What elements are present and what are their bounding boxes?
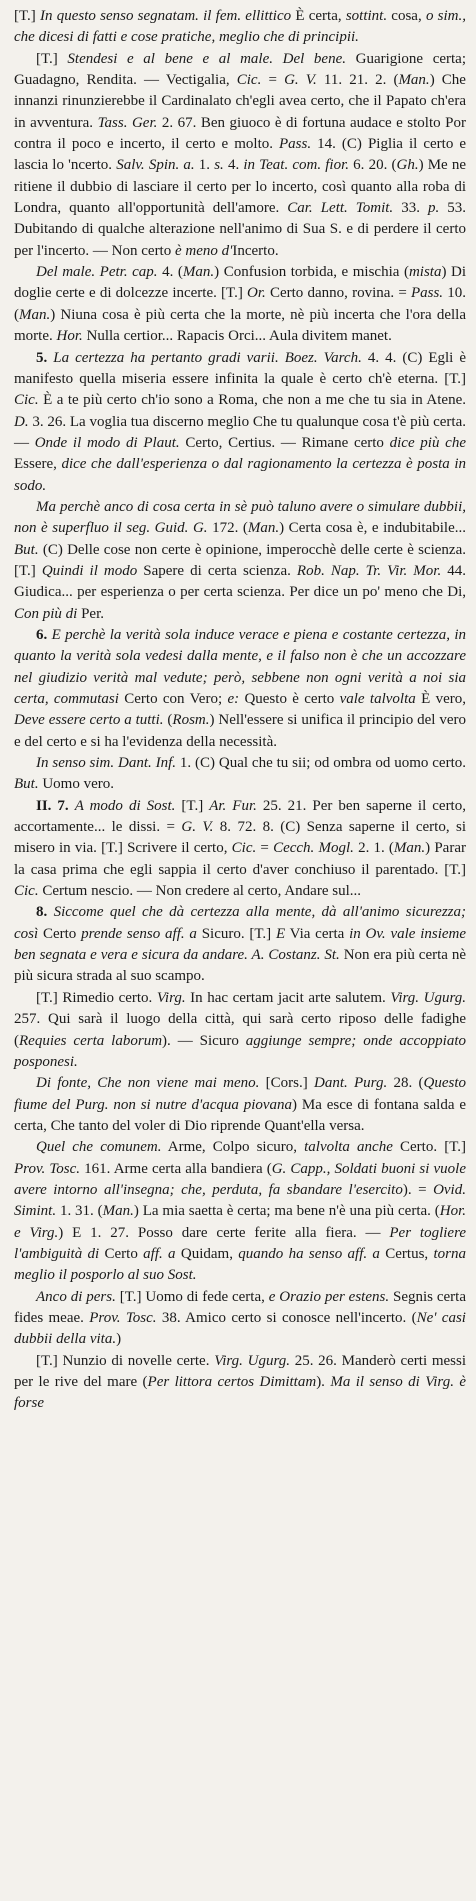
italic-text: dice che dall'esperienza o dal ragionamento la certezza è posta in sodo. bbox=[14, 456, 466, 494]
italic-text: aggiunge sempre; onde accoppiato posponesi. bbox=[14, 1032, 466, 1070]
italic-text: E perchè la verità sola induce verace e piena e costante certezza, in quanto la verità sola vedesi dalla mente, e il falso non è che un accozzare nel giudizio verità mal vedute; però, sebbene non ogni verità a noi sia certa, commutasi bbox=[14, 626, 467, 707]
entry-paragraph bbox=[14, 49, 466, 262]
body-text: 1. (C) Qual che tu sii; od ombra od uomo certo. bbox=[176, 755, 466, 772]
italic-text: Rob. Nap. Tr. Vir. Mor. bbox=[296, 562, 442, 579]
body-text: Certo con Vero; bbox=[118, 691, 228, 707]
entry-paragraph bbox=[14, 6, 466, 49]
section-number: 8. bbox=[36, 904, 54, 921]
italic-text: Cic. bbox=[14, 883, 39, 900]
body-text: Via certa bbox=[285, 925, 350, 942]
italic-text: aff. a bbox=[143, 1245, 176, 1262]
body-text: ) E 1. 27. Posso dare certe ferite alla fiera. — bbox=[58, 1224, 390, 1241]
italic-text: Anco di pers. bbox=[36, 1288, 116, 1305]
italic-text: Ma il senso di Virg. è forse bbox=[14, 1374, 466, 1412]
body-text: [T.] bbox=[14, 8, 41, 24]
entry-paragraph bbox=[14, 988, 466, 1073]
italic-text: vale talvolta bbox=[339, 691, 416, 707]
body-text: Certo bbox=[99, 1245, 144, 1262]
body-text: ) Nell'essere si unifica il principio del vero e del certo e si ha l'evidenza della necessità. bbox=[14, 712, 466, 750]
italic-text: Car. Lett. Tomit. bbox=[287, 200, 394, 217]
italic-text: e Orazio per estens. bbox=[268, 1288, 390, 1305]
italic-text: s. bbox=[214, 157, 224, 174]
body-text: = bbox=[256, 840, 274, 857]
section-number: II. 7. bbox=[36, 797, 75, 814]
italic-text: p. bbox=[427, 200, 440, 217]
italic-text: in Teat. com. fior. bbox=[243, 157, 350, 174]
entry-paragraph bbox=[14, 902, 466, 987]
italic-text: E bbox=[275, 925, 286, 942]
body-text: ) La mia saetta è certa; ma bene n'è una più certa. ( bbox=[133, 1203, 440, 1220]
italic-text: Pass. bbox=[410, 285, 444, 302]
entry-paragraph bbox=[14, 497, 466, 625]
body-text: [T.] bbox=[36, 50, 68, 67]
italic-text: torna meglio il posporlo al suo Sost. bbox=[14, 1245, 466, 1284]
body-text: Questo è certo bbox=[239, 691, 340, 707]
italic-text: Quindi il modo bbox=[41, 562, 138, 579]
body-text: Incerto. bbox=[232, 242, 279, 259]
italic-text: Pass. bbox=[279, 136, 312, 153]
entry-paragraph bbox=[14, 1351, 466, 1415]
italic-text: è meno d' bbox=[174, 242, 233, 259]
body-text: [Cors.] bbox=[259, 1075, 314, 1092]
body-text: [T.] Nunzio di novelle certe. bbox=[36, 1352, 215, 1369]
italic-text: Gh. bbox=[396, 157, 419, 174]
body-text: Certo, Certius. — Rimane certo bbox=[179, 434, 390, 451]
body-text: ) Parar la casa prima che egli sappia il certo d'aver conchiuso il parentado. [T.] bbox=[14, 840, 466, 878]
entry-paragraph bbox=[14, 262, 466, 347]
body-text: È certa, bbox=[291, 8, 346, 24]
body-text: Certo. [T.] bbox=[392, 1139, 466, 1156]
entry-paragraph bbox=[14, 348, 466, 497]
entry-paragraph bbox=[14, 1073, 466, 1137]
body-text: 6. 20. ( bbox=[349, 157, 397, 174]
italic-text: G. V. bbox=[284, 72, 317, 89]
body-text: 1. 31. ( bbox=[56, 1203, 103, 1220]
entry-paragraph bbox=[14, 1137, 466, 1286]
italic-text: Prov. Tosc. bbox=[14, 1160, 81, 1177]
body-text: ) Che innanzi rinunzierebbe il Cardinalato ch'egli avea certo, che il Papato ch'era in avventura. bbox=[14, 72, 466, 131]
italic-text: Man. bbox=[19, 306, 51, 323]
italic-text: In questo senso segnatam. il fem. ellittico bbox=[40, 8, 292, 24]
italic-text: in Ov. vale insieme ben segnata e vera e sicura da andare. A. Costanz. St. bbox=[14, 925, 467, 964]
italic-text: A modo di Sost. bbox=[74, 797, 176, 814]
body-text: 172. ( bbox=[207, 520, 248, 537]
italic-text: Virg. Ugurg. bbox=[214, 1352, 291, 1369]
italic-text: dice più che bbox=[389, 434, 466, 451]
entry-paragraph bbox=[14, 753, 466, 796]
body-text: ( bbox=[163, 712, 173, 729]
italic-text: Cecch. Mogl. bbox=[273, 840, 354, 857]
body-text: ) Certa cosa è, e indubitabile... bbox=[279, 520, 466, 537]
body-text: Arme, Colpo sicuro, bbox=[161, 1139, 305, 1156]
italic-text: Ne' casi dubbii della vita. bbox=[14, 1309, 466, 1348]
italic-text: Man. bbox=[182, 264, 215, 281]
italic-text: Del male. Petr. cap. bbox=[36, 264, 158, 281]
body-text: 3. 26. La voglia tua discerno meglio Che tu qualunque cosa t'è più certa. — bbox=[14, 413, 466, 451]
body-text: 2. 1. ( bbox=[353, 840, 394, 857]
italic-text: mista bbox=[408, 264, 442, 281]
body-text: ). bbox=[316, 1374, 331, 1390]
italic-text: But. bbox=[14, 776, 39, 793]
body-text: 33. bbox=[393, 200, 428, 217]
body-text: Quidam, bbox=[175, 1245, 239, 1262]
italic-text: Dant. Purg. bbox=[314, 1075, 388, 1092]
italic-text: Man. bbox=[398, 72, 430, 89]
body-text: 14. (C) Piglia il certo e lascia lo 'ncerto. bbox=[14, 136, 467, 174]
body-text: In hac certam jacit arte salutem. bbox=[185, 989, 391, 1006]
body-text: 161. Arme certa alla bandiera ( bbox=[80, 1160, 272, 1177]
italic-text: Ma perchè anco di cosa certa in sè può taluno avere o simulare dubbii, non è superfluo il seg. Guid. G. bbox=[14, 498, 466, 537]
body-text: 25. 26. Manderò certi messi per le rive del mare ( bbox=[14, 1352, 466, 1390]
body-text: ) Niuna cosa è più certa che la morte, nè più incerta che l'ora della morte. bbox=[14, 306, 466, 345]
italic-text: In senso sim. Dant. Inf. bbox=[36, 755, 177, 772]
italic-text: Virg. bbox=[156, 989, 186, 1006]
italic-text: Or. bbox=[247, 285, 266, 302]
italic-text: Stendesi e al bene e al male. Del bene. bbox=[67, 50, 346, 67]
body-text: 4. bbox=[223, 157, 244, 174]
body-text: Segnis certa fides meae. bbox=[14, 1288, 466, 1326]
body-text: 44. Giudica... per esperienza o per certa scienza. Per dice un po' meno che Di, bbox=[14, 562, 467, 601]
italic-text: Ovid. Simint. bbox=[14, 1181, 466, 1220]
italic-text: talvolta anche bbox=[304, 1139, 393, 1156]
body-text: 1. bbox=[194, 157, 215, 174]
body-text: 4. 4. (C) Egli è manifesto quella miseria essere infinita la quale è certo ch'è eterna. [T.] bbox=[14, 349, 467, 387]
italic-text: Man. bbox=[247, 520, 280, 537]
italic-text: Di fonte, Che non viene mai meno. bbox=[36, 1075, 260, 1092]
body-text: = bbox=[261, 72, 285, 89]
italic-text: Questo fiume del Purg. non si nutre d'acqua piovana bbox=[14, 1075, 466, 1113]
body-text: Essere, bbox=[14, 456, 62, 473]
italic-text: prende senso aff. a bbox=[81, 925, 197, 942]
body-text: È a te più certo ch'io sono a Roma, che non a me che tu sia in Atene. bbox=[38, 392, 466, 409]
body-text: [T.] Uomo di fede certa, bbox=[115, 1288, 269, 1305]
body-text: Guarigione certa; Guadagno, Rendita. — Vectigalia, bbox=[14, 50, 467, 89]
body-text: Nulla certior... Rapacis Orci... Aula divitem manet. bbox=[82, 328, 392, 345]
italic-text: sottint. bbox=[345, 8, 388, 24]
body-text: Non era più certa nè più sicura strada al suo scampo. bbox=[14, 947, 466, 985]
body-text: Sapere di certa scienza. bbox=[137, 562, 297, 579]
italic-text: La certezza ha pertanto gradi varii. Boez. Varch. bbox=[53, 349, 362, 366]
body-text: 53. Dubitando di qualche alterazione nell'animo di Sua S. e di perdere il certo per l'incerto. — Non certo bbox=[14, 200, 467, 259]
italic-text: Siccome quel che dà certezza alla mente, dà all'animo sicurezza; così bbox=[14, 904, 466, 942]
italic-text: Ar. Fur. bbox=[209, 797, 257, 814]
body-text: [T.] Rimedio certo. bbox=[36, 989, 157, 1006]
body-text: (C) Delle cose non certe è opinione, imperocchè delle certe è scienza. [T.] bbox=[14, 541, 466, 579]
body-text: ). = bbox=[402, 1181, 434, 1198]
section-number: 5. bbox=[36, 349, 54, 366]
body-text: 25. 21. Per ben saperne il certo, accortamente... le dissi. = bbox=[14, 797, 466, 836]
body-text: ) Me ne ritiene il dubbio di lasciare il certo per lo incerto, così quanto alla roba di Londra, quanto all'opportunità dell'amore. bbox=[14, 157, 467, 217]
entry-body bbox=[14, 6, 466, 1415]
italic-text: Virg. Ugurg. bbox=[390, 989, 466, 1006]
body-text: Sicuro. [T.] bbox=[196, 925, 276, 942]
italic-text: G. Capp., Soldati buoni si vuole avere intorno all'insegna; che, perduta, fa sbandare l'esercito bbox=[14, 1160, 466, 1198]
italic-text: Cic. bbox=[231, 840, 257, 857]
body-text: Certo bbox=[38, 925, 82, 942]
body-text: ). — Sicuro bbox=[162, 1032, 246, 1049]
italic-text: e: bbox=[227, 691, 240, 707]
italic-text: D. bbox=[14, 413, 29, 430]
italic-text: Per togliere l'ambiguità di bbox=[14, 1224, 467, 1262]
italic-text: But. bbox=[14, 541, 39, 558]
body-text: 2. 67. Ben giuoco è di fortuna audace e stolto Por contra il poco e incerto, il certo e molto. bbox=[14, 114, 466, 153]
body-text: Certo danno, rovina. = bbox=[265, 285, 411, 302]
italic-text: Cic. bbox=[236, 72, 262, 89]
italic-text: Cic. bbox=[14, 392, 39, 409]
body-text: 4. ( bbox=[157, 264, 183, 281]
italic-text: quando ha senso aff. a bbox=[238, 1245, 380, 1262]
body-text: [T.] bbox=[175, 797, 210, 814]
body-text: Certus, bbox=[379, 1245, 434, 1262]
italic-text: Hor. e Virg. bbox=[14, 1203, 467, 1241]
italic-text: Per littora certos Dimittam bbox=[147, 1374, 317, 1390]
body-text: 28. ( bbox=[387, 1075, 424, 1092]
body-text: 257. Qui sarà il luogo della città, qui sarà certo riposo delle fadighe ( bbox=[14, 1011, 466, 1049]
body-text: ) bbox=[116, 1331, 122, 1348]
italic-text: Con più di bbox=[14, 605, 78, 622]
italic-text: Salv. Spin. a. bbox=[116, 157, 195, 174]
body-text: Uomo vero. bbox=[38, 776, 114, 793]
italic-text: Prov. Tosc. bbox=[89, 1309, 157, 1326]
body-text: ) Di doglie certe e di dolcezze incerte. [T.] bbox=[14, 264, 467, 302]
italic-text: Hor. bbox=[56, 328, 83, 345]
italic-text: Quel che comunem. bbox=[36, 1139, 162, 1156]
body-text: 10. ( bbox=[14, 285, 466, 323]
italic-text: Requies certa laborum bbox=[19, 1032, 163, 1049]
entry-paragraph bbox=[14, 796, 466, 903]
body-text: 11. 21. 2. ( bbox=[316, 72, 399, 89]
italic-text: Onde il modo di Plaut. bbox=[34, 434, 180, 451]
body-text: Per. bbox=[77, 605, 105, 622]
body-text: cosa, bbox=[387, 8, 426, 24]
body-text: 8. 72. 8. (C) Senza saperne il certo, si misero in via. [T.] Scrivere il certo, bbox=[14, 819, 467, 857]
body-text: Certum nescio. — Non credere al certo, Andare sul... bbox=[38, 883, 361, 900]
italic-text: Deve essere certo a tutti. bbox=[14, 712, 164, 729]
body-text: ) Ma esce di fontana salda e certa, Che tanto del voler di Dio riprende Quant'ella versa. bbox=[14, 1096, 466, 1134]
entry-paragraph bbox=[14, 1287, 466, 1351]
italic-text: Man. bbox=[393, 840, 426, 857]
body-text: ) Confusion torbida, e mischia ( bbox=[214, 264, 409, 281]
italic-text: Man. bbox=[102, 1203, 134, 1220]
entry-paragraph bbox=[14, 625, 466, 753]
italic-text: Rosm. bbox=[172, 712, 210, 729]
section-number: 6. bbox=[36, 626, 52, 643]
italic-text: o sim., che dicesi di fatti e cose pratiche, meglio che di principii. bbox=[14, 8, 466, 46]
italic-text: G. V. bbox=[181, 819, 214, 836]
body-text: È vero, bbox=[415, 691, 466, 707]
italic-text: Tass. Ger. bbox=[97, 114, 158, 131]
body-text: 38. Amico certo si conosce nell'incerto. ( bbox=[156, 1309, 417, 1326]
